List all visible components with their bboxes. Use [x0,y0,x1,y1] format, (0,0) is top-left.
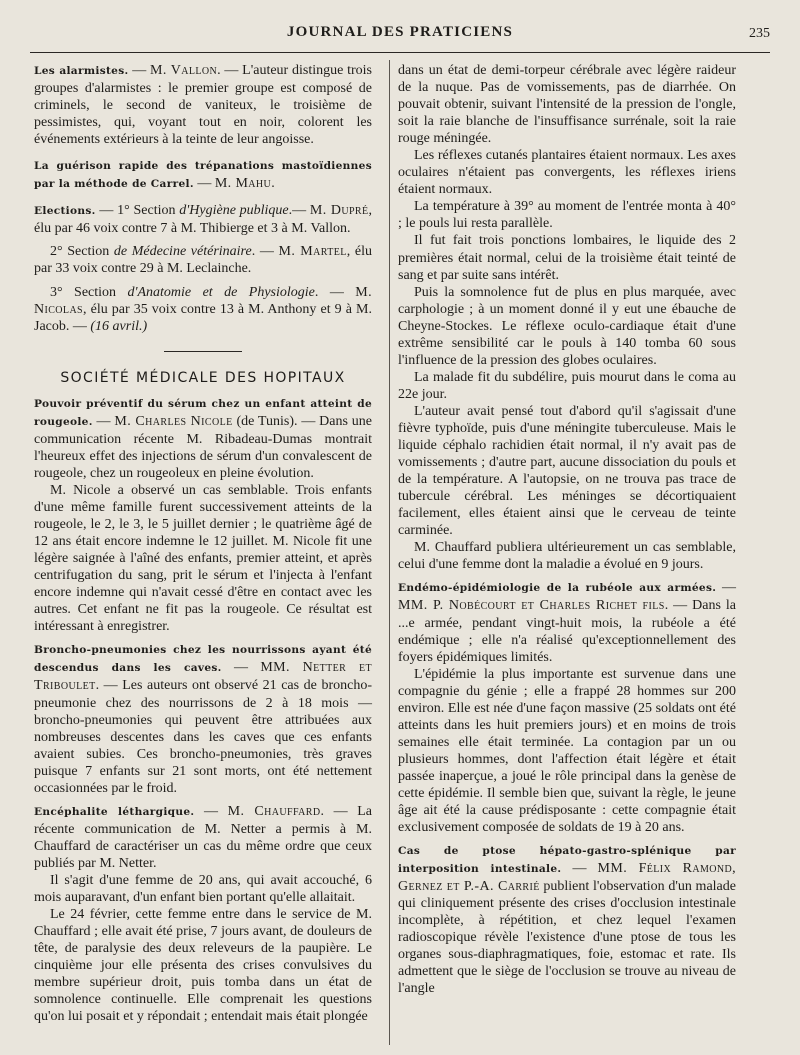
article-author: M. Charles Nicole [114,413,233,429]
article-title: Encéphalite léthargique. [34,805,195,818]
article-author: MM. Félix Ramond, Gernez et P.-A. Carrié [398,861,737,895]
paragraph-death: La malade fit du subdélire, puis mourut dans le coma au 22e jour. [398,369,736,402]
right-column [398,62,736,998]
article-author: MM. Netter et Triboulet [34,660,372,694]
paragraph-trepanations: La guérison rapide des trépanations mastoïdiennes par la méthode de Carrel. — M. Mahu. [34,160,372,192]
paragraph-ponctions: Il fut fait trois ponctions lombaires, le liquide des 2 premières était normal, celui de la troisième était teinté de sang et par suite sans intérêt. [398,233,736,283]
article-text: , élu par 33 voix contre 29 à M. Leclainche. [34,244,373,277]
section-name: d'Anatomie et de Physiologie [127,284,315,300]
column-divider [389,60,390,1045]
session-date: (16 avril.) [90,318,148,334]
article-author: M. Vallon [150,63,218,78]
paragraph-reflexes: Les réflexes cutanés plantaires étaient normaux. Les axes oculaires n'étaient pas convergents, les réflexes iriens étaient normaux. [398,148,736,198]
article-text: . — Les auteurs ont observé 21 cas de broncho-pneumonie chez des nourrissons de 2 à 18 mois — broncho-pneumonies qui peuvent être attribuées aux nombreuses descentes dans les caves que ces enfants avaient subies. Ces broncho-pneumonies, très graves puisque 7 enfants sur 21 sont morts, ont été nettement occasionnées par le froid. [34,678,372,796]
article-author: MM. P. Nobécourt et Charles Richet fils [398,598,665,614]
paragraph-temperature: La température à 39° au moment de l'entrée monta à 40° ; le pouls lui resta parallèle. [398,199,736,232]
article-text: publient l'observation d'un malade qui cliniquement présente des crises d'occlusion intestinale incomplète, à répétition, et chez lequel l'examen radioscopique révèle l'existence d'une ptose de tous les organes sous-diaphragmatiques, foie, estomac et rate. Ils admettent que le siège de l'occlusion se trouve au niveau de l'angle [398,879,736,997]
article-title: Elections. [34,205,96,218]
article-title: Broncho-pneumonies chez les nourrissons ayant été descendus dans les caves. [34,644,372,675]
section-name: de Médecine vétérinaire [113,244,252,260]
article-text: . — La récente communication de M. Netter a permis à M. Chauffard de caractériser un cas du même ordre que ceux publiés par M. Netter. [34,803,373,871]
article-author: M. Dupré [309,203,369,219]
paragraph-somnolence: Puis la somnolence fut de plus en plus marquée, avec carphologie ; à un moment donné il y eut une ébauche de Cheyne-Stockes. Le réflexe oculo-cardiaque était d'une extrême sensibilité car le pouls à 140 tomba 60 sous l'influence de la pression des globes oculaires. [398,284,736,368]
article-author: M. Nicolas [34,284,373,317]
paragraph-autopsy: L'auteur avait pensé tout d'abord qu'il s'agissait d'une fièvre typhoïde, puis d'une méningite tuberculeuse. Mais le liquide céphalo rachidien était normal, il n'y avait pas de vomissements ; d'autre part, aucune dissociation du pouls et de la température. A l'autopsie, on ne trouva pas trace de tubercule cérébral. Les méninges se décortiquaient facilement, elles étaient ainsi que le cerveau de teinte carminée. [398,403,736,539]
article-title: La guérison rapide des trépanations mastoïdiennes par la méthode de Carrel. [34,160,372,191]
article-text: . — Dans la ...e armée, pendant vingt-huit mois, la rubéole a été endémique ; elle n'a réalisé qu'exceptionnellement des foyers épidémiques limités. [398,598,736,665]
paragraph-encephalite: Encéphalite léthargique. — M. Chauffard. — La récente communication de M. Netter a permis à M. Chauffard de caractériser un cas du même ordre que ceux publiés par M. Netter. [34,803,373,871]
paragraph-broncho-pneumonies: Broncho-pneumonies chez les nourrissons ayant été descendus dans les caves. — MM. Netter et Triboulet. — Les auteurs ont observé 21 cas de broncho-pneumonie chez des nourrissons de 2 à 18 mois — broncho-pneumonies qui peuvent être attribuées aux nombreuses descentes dans les caves que ces enfants avaient subies. Ces broncho-pneumonies, très graves puisque 7 enfants sur 21 sont morts, ont été nettement occasionnées par le froid. [34,644,372,796]
article-text: . — L'auteur distingue trois groupes d'alarmistes : le premier groupe est composé de criminels, le second de vaniteux, le troisième de pessimistes, qui, voyant tout en noir, colorent les événements extérieurs à la teinte de leur angoisse. [34,63,372,148]
running-title: JOURNAL DES PRATICIENS [286,24,514,40]
article-title: Endémo-épidémiologie de la rubéole aux armées. [398,582,717,595]
header-rule [30,52,770,53]
article-author: M. Martel [278,244,347,260]
paragraph-election-2: 2° Section de Médecine vétérinaire. — M. Martel, élu par 33 voix contre 29 à M. Leclainche. [34,244,373,277]
society-heading: SOCIÉTÉ MÉDICALE DES HOPITAUX [60,369,346,386]
paragraph-case-admission: Le 24 février, cette femme entre dans le service de M. Chauffard ; elle avait été prise, 7 jours avant, de douleurs de tête, de paralysie des deux releveurs de la paupière. Le cinquième jour elle présenta des crises convulsives du membre supérieur droit, puis tomba dans un état de somnolence continuelle. Elle comprenait les questions qu'on lui posait et y répondait ; entendait mais était plongée [34,907,372,1025]
paragraph-serum-rougeole: Pouvoir préventif du sérum chez un enfant atteint de rougeole. — M. Charles Nicole (de Tunis). — Dans une communication récente M. Ribadeau-Dumas montrait l'heureux effet des injections de sérum d'un convalescent de rougeole, chez un rougeoleux en pleine évolution. [34,397,373,481]
article-text: , élu par 46 voix contre 7 à M. Thibierge et 3 à M. Vallon. [34,203,372,237]
section-separator [164,351,242,352]
article-title: Les alarmistes. [34,65,129,77]
paragraph-rubeole: Endémo-épidémiologie de la rubéole aux armées. — MM. P. Nobécourt et Charles Richet fils. — Dans la ...e armée, pendant vingt-huit mois, la rubéole a été endémique ; elle n'a réalisé qu'exceptionnellement des foyers épidémiques limités. [398,580,737,665]
paragraph-future-case: M. Chauffard publiera ultérieurement un cas semblable, celui d'une femme dont la maladie a évolué en 9 jours. [398,540,736,573]
paragraph-epidemic: L'épidémie la plus importante est survenue dans une compagnie du génie ; elle a frappé 28 hommes sur 200 environ. Elle est née d'une façon massive (25 soldats ont été atteints dans les huit premiers jours) et en moins de trois semaines elle était terminée. La contagion par un ou plusieurs hommes, dont l'affection était légère et était passée inaperçue, a joué le rôle principal dans la genèse de cette épidémie. Il semble bien que, suivant la règle, le jeune âge ait été la cause prédisposante : cette compagnie était exclusivement composée de soldats de 19 à 20 ans. [398,666,736,836]
article-title: Pouvoir préventif du sérum chez un enfant atteint de rougeole. [34,397,372,428]
article-text: (de Tunis). — Dans une communication récente M. Ribadeau-Dumas montrait l'heureux effet des injections de sérum d'un convalescent de rougeole, chez un rougeoleux en pleine évolution. [34,413,373,481]
article-author: M. Mahu [214,176,272,192]
paragraph-alarmistes: Les alarmistes. — M. Vallon. — L'auteur distingue trois groupes d'alarmistes : le premier groupe est composé de criminels, le second de vaniteux, le troisième de pessimistes, qui, voyant tout en noir, colorent les événements extérieurs à la teinte de leur angoisse. [34,63,372,148]
article-author: M. Chauffard [227,803,321,819]
page-number: 235 [749,26,770,41]
article-title: Cas de ptose hépato-gastro-splénique par interposition intestinale. [398,845,736,876]
paragraph-case-woman: Il s'agit d'une femme de 20 ans, qui avait accouché, 6 mois auparavant, d'un enfant bien portant qu'elle allaitait. [34,872,372,906]
article-text: , élu par 35 voix contre 13 à M. Anthony et 9 à M. Jacob. [34,301,372,334]
paragraph-nicole-case: M. Nicole a observé un cas semblable. Trois enfants d'une même famille furent successivement atteints de la rougeole, le 2, le 3, le 5 juillet dernier ; le quatrième âgé de 12 ans était encore indemne le 12 juillet. M. Nicole fit une légère saignée à l'aîné des enfants, premier atteint, et après centrifugation du sang, prit le sérum et l'injecta à l'enfant encore indemne qui n'avait cessé d'être en contact avec les autres. Cet enfant ne fit pas la rougeole. Ce résultat est intéressant à enregistrer. [34,482,372,635]
left-column [34,62,372,1025]
paragraph-case-continued: dans un état de demi-torpeur cérébrale avec légère raideur de la nuque. Pas de vomissements, pas de diarrhée. On pouvait obtenir, suivant l'intensité de la pression de l'ongle, soit la raie blanche de l'insuffisance surrénale, soit la raie rouge méningée. [398,63,736,147]
section-name: d'Hygiène publique [179,203,289,219]
paragraph-ptose: Cas de ptose hépato-gastro-splénique par interposition intestinale. — MM. Félix Ramond, Gernez et P.-A. Carrié publient l'observation d'un malade qui cliniquement présente des crises d'occlusion intestinale incomplète, à répétition, et chez lequel l'examen radioscopique révèle l'existence d'une ptose de tous les organes sous-diaphragmatiques, foie, estomac et rate. Ils admettent que le siège de l'occlusion se trouve au niveau de l'angle [398,845,737,997]
page-header [30,22,770,48]
paragraph-election-3: 3° Section d'Anatomie et de Physiologie. — M. Nicolas, élu par 35 voix contre 13 à M. Anthony et 9 à M. Jacob. — (16 avril.) [34,284,373,334]
paragraph-elections: Elections. — 1° Section d'Hygiène publique.— M. Dupré, élu par 46 voix contre 7 à M. Thibierge et 3 à M. Vallon. [34,203,372,237]
